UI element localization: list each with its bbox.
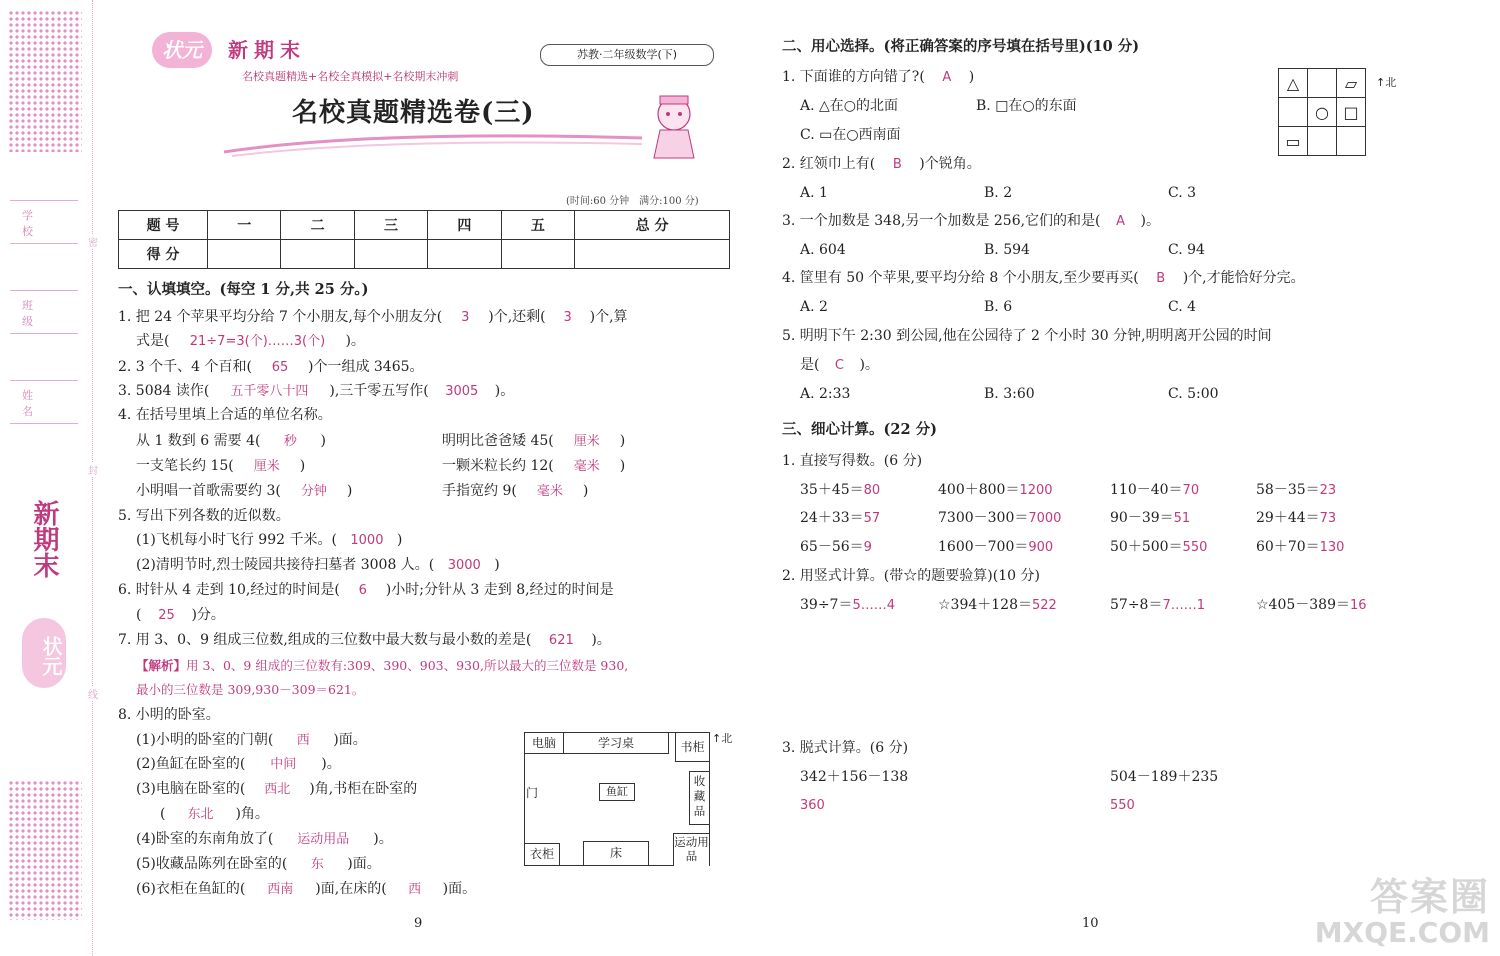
q3: 3. 5084 读作( 五千零八十四 ),三千零五写作( 3005 )。 bbox=[118, 383, 515, 399]
q5-2-answer[interactable]: 3000 bbox=[447, 558, 481, 573]
calc-answer[interactable]: 51 bbox=[1173, 511, 1191, 526]
q8-item: (3)电脑在卧室的( 西北 )角,书柜在卧室的 bbox=[136, 781, 418, 797]
q8-item: (5)收藏品陈列在卧室的( 东 )面。 bbox=[136, 856, 381, 872]
watermark-logo: 答案圈 bbox=[1369, 875, 1490, 919]
s2-q1-option-b[interactable]: B. □在○的东面 bbox=[976, 98, 1077, 114]
q4-title: 4. 在括号里填上合适的单位名称。 bbox=[118, 407, 332, 423]
q8-item: (2)鱼缸在卧室的( 中间 )。 bbox=[136, 756, 341, 772]
q7-analysis-1: 【解析】用 3、0、9 组成的三位数有:309、390、903、930,所以最大的三位数是 930, bbox=[136, 658, 629, 673]
map-wardrobe: 衣柜 bbox=[525, 843, 560, 865]
calc-answer[interactable]: 23 bbox=[1319, 483, 1337, 498]
grid-north-label: 北 bbox=[1385, 76, 1397, 89]
q4-item: 一支笔长约 15( 厘米 ) bbox=[136, 458, 306, 474]
calc-answer[interactable]: 80 bbox=[863, 483, 881, 498]
calc-item: 50＋500＝550 bbox=[1110, 539, 1208, 555]
section3-title: 三、细心计算。(22 分) bbox=[782, 421, 937, 438]
q4-answer[interactable]: 毫米 bbox=[573, 459, 600, 474]
s2-q5-option[interactable]: A. 2:33 bbox=[800, 386, 851, 402]
grid-cell bbox=[1337, 127, 1366, 156]
grid-north-arrow: ↑北 bbox=[1376, 76, 1397, 89]
q6-line1: 6. 时针从 4 走到 10,经过的时间是( 6 )小时;分针从 3 走到 8,经过的时间是 bbox=[118, 582, 614, 598]
calc-answer[interactable]: 7000 bbox=[1028, 511, 1062, 526]
q3-answer-1[interactable]: 五千零八十四 bbox=[230, 384, 309, 399]
name-field[interactable]: 姓 名 bbox=[10, 380, 78, 424]
calc-answer[interactable]: 70 bbox=[1182, 483, 1200, 498]
school-field[interactable]: 学 校 bbox=[10, 200, 78, 244]
mascot-illustration bbox=[640, 90, 706, 162]
q1-answer-2[interactable]: 3 bbox=[563, 310, 572, 325]
calc-item: 7300－300＝7000 bbox=[938, 510, 1062, 526]
calc-item: 400＋800＝1200 bbox=[938, 482, 1053, 498]
score-header-cell: 三 bbox=[354, 211, 427, 240]
q6-answer-2[interactable]: 25 bbox=[158, 608, 175, 623]
q4-answer[interactable]: 厘米 bbox=[573, 434, 600, 449]
calc-item: 90－39＝51 bbox=[1110, 510, 1191, 526]
score-label-cell: 得 分 bbox=[119, 240, 208, 269]
q4-item: 一颗米粒长约 12( 毫米 ) bbox=[442, 458, 626, 474]
q8-6-answer-1[interactable]: 西南 bbox=[267, 882, 294, 897]
q8-item: (1)小明的卧室的门朝( 西 )面。 bbox=[136, 732, 367, 748]
margin-dot-pattern-bottom bbox=[8, 780, 82, 920]
s2-q2-option[interactable]: C. 3 bbox=[1168, 185, 1197, 201]
triangle-icon: △ bbox=[1279, 69, 1308, 98]
section1-title: 一、认填填空。(每空 1 分,共 25 分。) bbox=[118, 281, 369, 298]
margin-seal: 状元 bbox=[22, 618, 66, 688]
score-input-cell[interactable] bbox=[354, 240, 427, 269]
q1-answer-3[interactable]: 21÷7=3(个)……3(个) bbox=[189, 334, 326, 349]
s2-q2: 2. 红领巾上有( B )个锐角。 bbox=[782, 156, 981, 172]
s2-q3-option[interactable]: B. 594 bbox=[984, 242, 1030, 258]
grid-cell bbox=[1308, 127, 1337, 156]
score-header-cell: 总 分 bbox=[575, 211, 730, 240]
s2-q1-answer[interactable]: A bbox=[942, 70, 952, 85]
logo-seal: 状元 bbox=[152, 32, 212, 68]
s2-q2-answer[interactable]: B bbox=[892, 157, 902, 172]
calc-item: 29＋44＝73 bbox=[1256, 510, 1337, 526]
vertical-calc-answer[interactable]: 5……4 bbox=[852, 598, 895, 613]
vertical-calc-item: 57÷8＝7……1 bbox=[1110, 597, 1205, 613]
s2-q4: 4. 筐里有 50 个苹果,要平均分给 8 个小朋友,至少要再买( B )个,才能恰好分完。 bbox=[782, 270, 1305, 286]
score-input-cell[interactable] bbox=[281, 240, 354, 269]
score-input-cell[interactable] bbox=[208, 240, 281, 269]
margin-brand-vertical: 新期末 bbox=[29, 500, 59, 578]
q8-title: 8. 小明的卧室。 bbox=[118, 707, 220, 723]
map-computer: 电脑 bbox=[525, 733, 564, 754]
stepwise-calc-expr: 342＋156－138 bbox=[800, 769, 909, 785]
calc-item: 1600－700＝900 bbox=[938, 539, 1054, 555]
s2-q5-line1: 5. 明明下午 2:30 到公园,他在公园待了 2 个小时 30 分钟,明明离开公园的时间 bbox=[782, 328, 1272, 344]
map-north-arrow: ↑北 bbox=[712, 732, 733, 745]
s2-q2-option[interactable]: B. 2 bbox=[984, 185, 1013, 201]
stepwise-calc-answer[interactable]: 550 bbox=[1110, 798, 1135, 813]
grid-cell bbox=[1308, 69, 1337, 98]
vertical-calc-item: 39÷7＝5……4 bbox=[800, 597, 895, 613]
q6-line2: ( 25 )分。 bbox=[136, 607, 225, 623]
score-input-cell[interactable] bbox=[575, 240, 730, 269]
map-north-label: 北 bbox=[721, 732, 733, 745]
q4-answer[interactable]: 厘米 bbox=[253, 459, 280, 474]
calc-answer[interactable]: 550 bbox=[1182, 540, 1208, 555]
calc-answer[interactable]: 1200 bbox=[1019, 483, 1053, 498]
grid-cell bbox=[1279, 98, 1308, 127]
s2-q4-option[interactable]: A. 2 bbox=[800, 299, 828, 315]
score-header-cell: 五 bbox=[501, 211, 574, 240]
q1-line2: 式是( 21÷7=3(个)……3(个) )。 bbox=[136, 333, 365, 349]
score-table bbox=[118, 210, 730, 269]
edition-badge: 苏教·二年级数学(下) bbox=[540, 44, 714, 66]
s2-q1-option-c[interactable]: C. ▭在○西南面 bbox=[800, 127, 901, 143]
q2-answer[interactable]: 65 bbox=[271, 360, 289, 375]
q5-1-answer[interactable]: 1000 bbox=[350, 533, 384, 548]
margin-side-text-2: 封 bbox=[88, 462, 98, 477]
calc-answer[interactable]: 57 bbox=[863, 511, 881, 526]
q8-item: (4)卧室的东南角放了( 运动用品 )。 bbox=[136, 831, 393, 847]
s2-q3-option[interactable]: C. 94 bbox=[1168, 242, 1205, 258]
circle-icon: ○ bbox=[1308, 98, 1337, 127]
calc-answer[interactable]: 900 bbox=[1028, 540, 1054, 555]
score-input-cell[interactable] bbox=[428, 240, 501, 269]
vertical-calc-answer[interactable]: 7……1 bbox=[1162, 598, 1205, 613]
margin-side-text-3: 线 bbox=[88, 686, 98, 701]
right-page-number: 10 bbox=[1082, 916, 1099, 931]
s3-q1-title: 1. 直接写得数。(6 分) bbox=[782, 453, 923, 469]
binding-line bbox=[92, 0, 93, 956]
s2-q5-option[interactable]: C. 5:00 bbox=[1168, 386, 1219, 402]
q7-answer[interactable]: 621 bbox=[548, 633, 574, 648]
calc-item: 60＋70＝130 bbox=[1256, 539, 1345, 555]
s2-q4-option[interactable]: C. 4 bbox=[1168, 299, 1197, 315]
q8-answer[interactable]: 西北 bbox=[264, 782, 291, 797]
margin-dot-pattern-top bbox=[8, 10, 82, 152]
q8-answer[interactable]: 东 bbox=[310, 857, 324, 872]
score-input-cell[interactable] bbox=[501, 240, 574, 269]
s2-q3-answer[interactable]: A bbox=[1116, 214, 1125, 229]
score-header-cell: 题 号 bbox=[119, 211, 208, 240]
section2-title: 二、用心选择。(将正确答案的序号填在括号里)(10 分) bbox=[782, 38, 1140, 55]
calc-item: 35＋45＝80 bbox=[800, 482, 881, 498]
s2-q5-answer[interactable]: C bbox=[834, 358, 844, 373]
vertical-calc-answer[interactable]: 16 bbox=[1350, 598, 1367, 613]
calc-answer[interactable]: 130 bbox=[1319, 540, 1345, 555]
s3-q2-title: 2. 用竖式计算。(带☆的题要验算)(10 分) bbox=[782, 568, 1040, 584]
stepwise-calc-answer[interactable]: 360 bbox=[800, 798, 825, 813]
q5-title: 5. 写出下列各数的近似数。 bbox=[118, 508, 290, 524]
q4-item: 手指宽约 9( 毫米 ) bbox=[442, 483, 589, 499]
map-bed: 床 bbox=[583, 841, 649, 865]
q4-item: 明明比爸爸矮 45( 厘米 ) bbox=[442, 433, 626, 449]
s2-q3-option[interactable]: A. 604 bbox=[800, 242, 846, 258]
calc-item: 65－56＝9 bbox=[800, 539, 872, 555]
q6-answer-1[interactable]: 6 bbox=[358, 583, 367, 598]
s3-q3-title: 3. 脱式计算。(6 分) bbox=[782, 740, 909, 756]
watermark-url: MXQE.COM bbox=[1314, 916, 1490, 949]
margin-side-text-1: 密 bbox=[88, 234, 98, 249]
map-sports: 运动用品 bbox=[673, 833, 709, 866]
q8-answer[interactable]: 西 bbox=[296, 733, 310, 748]
vertical-calc-item: ☆394＋128＝522 bbox=[938, 597, 1057, 613]
q7: 7. 用 3、0、9 组成三位数,组成的三位数中最大数与最小数的差是( 621 )。 bbox=[118, 632, 611, 648]
room-map bbox=[524, 732, 710, 866]
q3-answer-2[interactable]: 3005 bbox=[445, 384, 479, 399]
time-info: (时间:60 分钟 满分:100 分) bbox=[566, 196, 699, 207]
map-bookcase: 书柜 bbox=[675, 733, 709, 762]
q8-item: ( 东北 )角。 bbox=[160, 806, 269, 822]
title-swoosh bbox=[222, 120, 652, 160]
q1-line1: 1. 把 24 个苹果平均分给 7 个小朋友,每个小朋友分( 3 )个,还剩( 3 )个,算 bbox=[118, 309, 628, 325]
q8-answer[interactable]: 东北 bbox=[187, 807, 214, 822]
calc-item: 58－35＝23 bbox=[1256, 482, 1337, 498]
q4-answer[interactable]: 毫米 bbox=[536, 484, 563, 499]
parallelogram-icon: ▱ bbox=[1337, 69, 1366, 98]
score-header-row bbox=[119, 211, 730, 240]
q2: 2. 3 个千、4 个百和( 65 )个一组成 3465。 bbox=[118, 359, 424, 375]
stepwise-calc-expr: 504－189＋235 bbox=[1110, 769, 1219, 785]
brand-title: 新期末 bbox=[228, 38, 306, 62]
score-header-cell: 二 bbox=[281, 211, 354, 240]
score-header-cell: 四 bbox=[428, 211, 501, 240]
calc-answer[interactable]: 73 bbox=[1319, 511, 1337, 526]
q4-item: 小明唱一首歌需要约 3( 分钟 ) bbox=[136, 483, 353, 499]
q5-1: (1)飞机每小时飞行 992 千米。( 1000 ) bbox=[136, 532, 403, 548]
map-door: 门 bbox=[526, 786, 539, 800]
score-header-cell: 一 bbox=[208, 211, 281, 240]
map-fish-tank: 鱼缸 bbox=[599, 783, 635, 801]
q4-answer[interactable]: 分钟 bbox=[300, 484, 327, 499]
s2-q5-line2: 是( C )。 bbox=[800, 357, 879, 373]
q1-answer-1[interactable]: 3 bbox=[461, 310, 470, 325]
left-page-number: 9 bbox=[414, 916, 423, 931]
q4-answer[interactable]: 秒 bbox=[283, 434, 297, 449]
class-field[interactable]: 班 级 bbox=[10, 290, 78, 334]
s2-q4-answer[interactable]: B bbox=[1156, 271, 1166, 286]
header-subtitle: 名校真题精选+名校全真模拟+名校期末冲刺 bbox=[242, 70, 459, 83]
q8-6-answer-2[interactable]: 西 bbox=[408, 882, 422, 897]
vertical-calc-answer[interactable]: 522 bbox=[1032, 598, 1057, 613]
s2-q2-option[interactable]: A. 1 bbox=[800, 185, 828, 201]
calc-item: 110－40＝70 bbox=[1110, 482, 1200, 498]
q8-answer[interactable]: 运动用品 bbox=[297, 832, 350, 847]
s2-q1: 1. 下面谁的方向错了?( A ) bbox=[782, 69, 975, 85]
calc-item: 24＋33＝57 bbox=[800, 510, 881, 526]
s2-q5-option[interactable]: B. 3:60 bbox=[984, 386, 1035, 402]
q8-item-6: (6)衣柜在鱼缸的( 西南 )面,在床的( 西 )面。 bbox=[136, 881, 477, 897]
vertical-calc-item: ☆405－389＝16 bbox=[1256, 597, 1367, 613]
q8-answer[interactable]: 中间 bbox=[270, 757, 297, 772]
s2-q4-option[interactable]: B. 6 bbox=[984, 299, 1013, 315]
q4-item: 从 1 数到 6 需要 4( 秒 ) bbox=[136, 433, 326, 449]
s2-q1-option-a[interactable]: A. △在○的北面 bbox=[800, 98, 898, 114]
score-value-row bbox=[119, 240, 730, 269]
q7-analysis-2: 最小的三位数是 309,930－309＝621。 bbox=[136, 682, 365, 697]
q5-2: (2)清明节时,烈士陵园共接待扫墓者 3008 人。( 3000 ) bbox=[136, 557, 500, 573]
exam-title: 名校真题精选卷(三) bbox=[292, 98, 535, 128]
map-desk: 学习桌 bbox=[563, 733, 669, 754]
s2-q3: 3. 一个加数是 348,另一个加数是 256,它们的和是( A )。 bbox=[782, 213, 1160, 229]
rectangle-icon: ▭ bbox=[1279, 127, 1308, 156]
direction-grid bbox=[1278, 68, 1366, 156]
map-collection: 收藏品 bbox=[689, 771, 709, 825]
calc-answer[interactable]: 9 bbox=[863, 540, 872, 555]
square-icon: □ bbox=[1337, 98, 1366, 127]
